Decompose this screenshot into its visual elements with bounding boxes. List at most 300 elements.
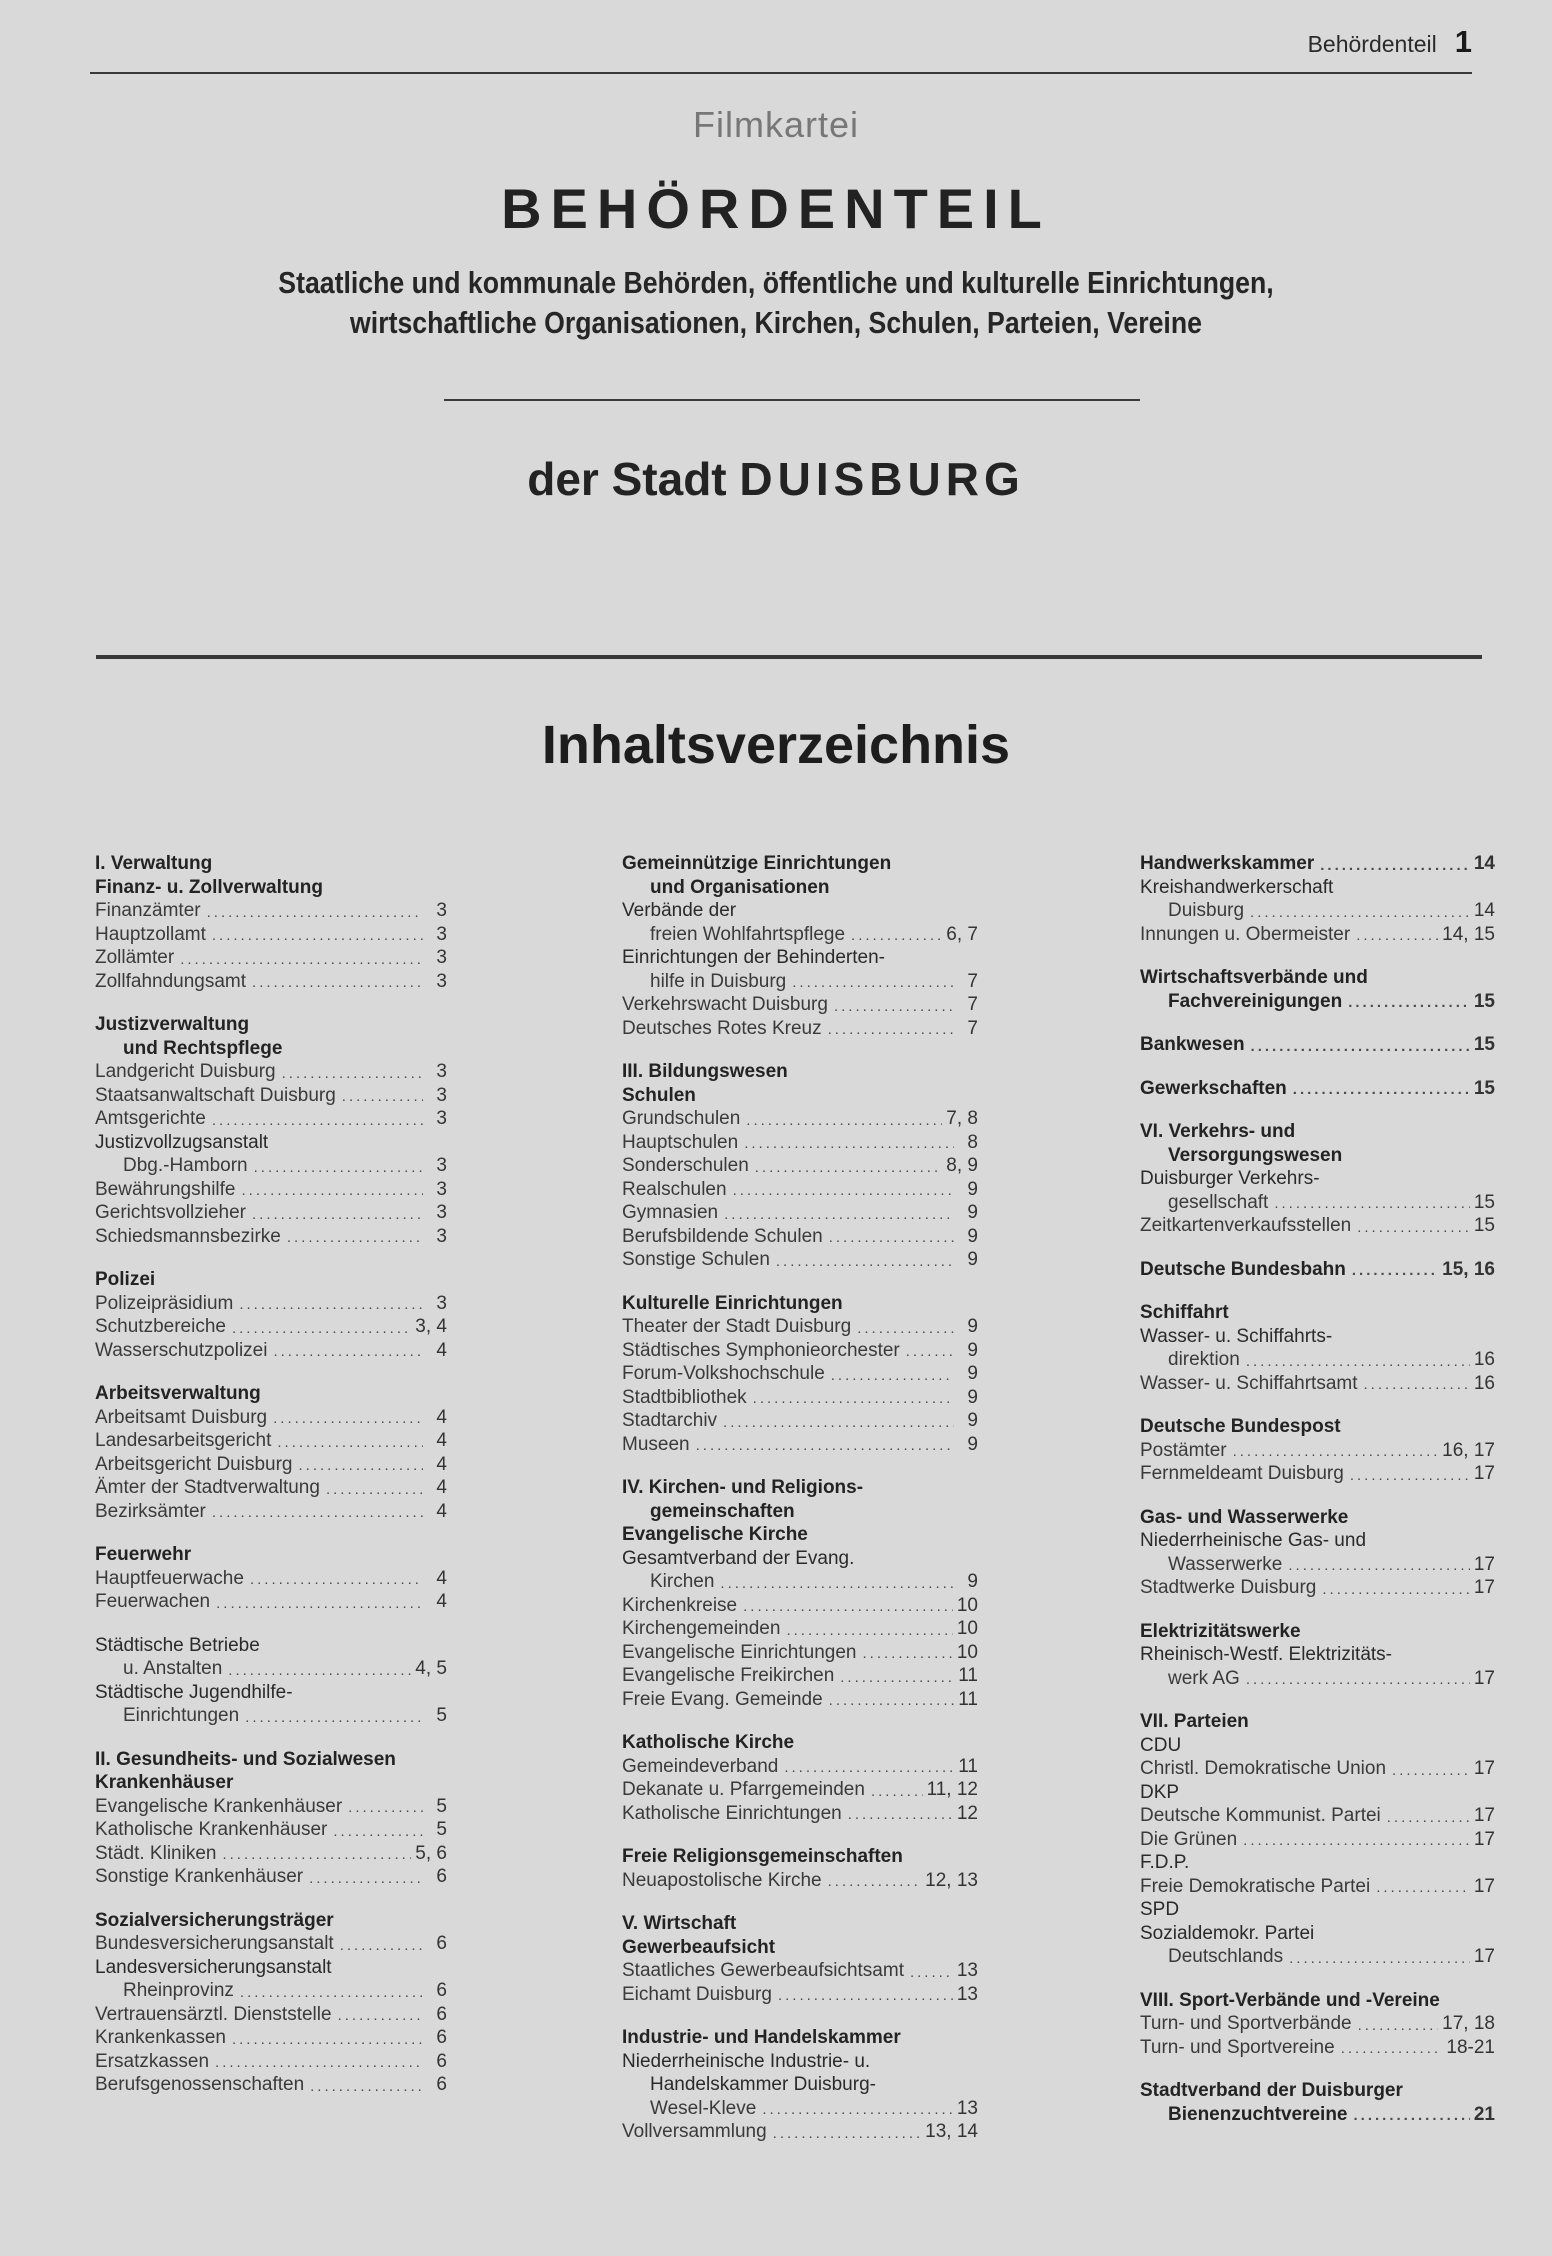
toc-entry-page: 17 xyxy=(1473,1553,1495,1575)
toc-entry-page: 9 xyxy=(967,1316,978,1337)
dot-leader xyxy=(1322,1585,1469,1595)
toc-entry-text: Handelskammer Duisburg- xyxy=(650,2074,876,2095)
dot-leader xyxy=(762,2105,953,2115)
toc-entry xyxy=(1140,1875,1495,1899)
toc-entry-page: 17 xyxy=(1473,1828,1495,1850)
toc-entry-page: 17 xyxy=(1473,1946,1495,1967)
toc-entry-label: Deutsches Rotes Kreuz xyxy=(622,1017,822,1039)
section-heading: III. Bildungswesen xyxy=(622,1061,788,1082)
city-name: DUISBURG xyxy=(739,453,1025,505)
dot-leader xyxy=(1246,1357,1470,1367)
dot-leader xyxy=(720,1579,954,1589)
dot-leader xyxy=(733,1186,954,1196)
section-heading: Arbeitsverwaltung xyxy=(95,1383,261,1404)
toc-entry-page: 3 xyxy=(436,900,447,921)
dot-leader xyxy=(828,1877,922,1887)
section-heading: Krankenhäuser xyxy=(95,1772,234,1793)
dot-leader xyxy=(1350,1471,1470,1481)
dot-leader xyxy=(240,1988,423,1998)
toc-entry-label: Katholische Einrichtungen xyxy=(622,1802,842,1824)
dot-leader xyxy=(342,1092,423,1102)
toc-entry-text: Wasser- u. Schiffahrts- xyxy=(1140,1325,1333,1347)
toc-entry-label: Die Grünen xyxy=(1140,1828,1238,1850)
toc-entry xyxy=(622,1154,978,1178)
toc-entry xyxy=(1140,899,1495,923)
toc-entry-label: Gymnasien xyxy=(622,1202,719,1223)
toc-entry-label: Freie Evang. Gemeinde xyxy=(622,1688,823,1710)
toc-entry xyxy=(622,1778,978,1802)
dot-leader xyxy=(1352,1266,1438,1276)
toc-entry-page: 7, 8 xyxy=(946,1108,978,1129)
toc-entry-label: Schutzbereiche xyxy=(95,1316,226,1337)
toc-entry-page: 15 xyxy=(1473,1191,1495,1213)
dot-leader xyxy=(840,1673,954,1683)
toc-entry-page: 3 xyxy=(436,1061,447,1082)
toc-entry xyxy=(1140,1033,1495,1057)
toc-entry-label: Feuerwachen xyxy=(95,1591,211,1612)
toc-entry-text: CDU xyxy=(1140,1734,1182,1756)
dot-leader xyxy=(743,1602,953,1612)
toc-entry-page: 11 xyxy=(958,1688,978,1710)
toc-entry xyxy=(95,2050,447,2074)
dot-leader xyxy=(277,1438,423,1448)
toc-entry-label: Stadtwerke Duisburg xyxy=(1140,1577,1317,1598)
dot-leader xyxy=(1243,1836,1470,1846)
dot-leader xyxy=(778,1991,953,2001)
toc-entry xyxy=(95,923,447,947)
toc-entry-page: 15 xyxy=(1473,990,1495,1012)
dot-leader xyxy=(241,1186,423,1196)
toc-section xyxy=(1140,1258,1495,1282)
toc-entry-page: 13 xyxy=(956,1960,978,1981)
toc-entry-label: Deutsche Kommunist. Partei xyxy=(1140,1805,1381,1826)
toc-entry-label: Bezirksämter xyxy=(95,1500,206,1522)
toc-entry-page: 17 xyxy=(1473,1758,1495,1779)
toc-entry-page: 5 xyxy=(436,1705,447,1726)
section-heading: Gewerbeaufsicht xyxy=(622,1936,776,1958)
section-heading: Finanz- u. Zollverwaltung xyxy=(95,876,323,898)
toc-entry-label: Zollfahndungsamt xyxy=(95,970,247,992)
toc-entry-page: 10 xyxy=(956,1641,978,1663)
toc-entry xyxy=(95,1339,447,1363)
toc-entry-label: Hauptschulen xyxy=(622,1131,739,1153)
toc-entry xyxy=(95,1201,447,1225)
toc-entry-page: 15, 16 xyxy=(1442,1258,1495,1280)
section-heading: IV. Kirchen- und Religions- xyxy=(622,1477,864,1498)
toc-section xyxy=(95,1634,447,1728)
dot-leader xyxy=(857,1324,954,1334)
toc-entry-page: 17, 18 xyxy=(1442,2013,1495,2034)
toc-entry-page: 17 xyxy=(1473,1667,1495,1689)
toc-entry-text: Sozialdemokr. Partei xyxy=(1140,1922,1315,1944)
dot-leader xyxy=(829,1696,954,1706)
toc-entry xyxy=(95,1084,447,1108)
toc-entry-label: Wasser- u. Schiffahrtsamt xyxy=(1140,1372,1358,1394)
toc-entry-page: 3 xyxy=(436,1202,447,1223)
dot-leader xyxy=(724,1210,954,1220)
section-heading: Evangelische Kirche xyxy=(622,1524,808,1545)
toc-entry-page: 5 xyxy=(436,1795,447,1817)
toc-entry xyxy=(622,1315,978,1339)
toc-entry-label: Staatliches Gewerbeaufsichtsamt xyxy=(622,1960,904,1981)
toc-entry-label: Bankwesen xyxy=(1140,1034,1245,1055)
toc-entry xyxy=(622,1594,978,1618)
toc-entry-page: 8 xyxy=(967,1131,978,1153)
dot-leader xyxy=(254,1163,423,1173)
toc-entry xyxy=(622,1617,978,1641)
toc-entry xyxy=(622,1664,978,1688)
dot-leader xyxy=(273,1414,423,1424)
toc-entry xyxy=(95,1590,447,1614)
toc-entry-text: Landesversicherungsanstalt xyxy=(95,1956,332,1978)
toc-entry-label: Evangelische Freikirchen xyxy=(622,1665,835,1686)
toc-entry-page: 9 xyxy=(967,1225,978,1247)
toc-entry xyxy=(622,1641,978,1665)
toc-entry xyxy=(95,899,447,923)
toc-entry-label: gesellschaft xyxy=(1168,1191,1269,1213)
toc-entry-label: Verkehrswacht Duisburg xyxy=(622,994,828,1015)
toc-entry xyxy=(95,1178,447,1202)
toc-entry-page: 3, 4 xyxy=(415,1316,447,1337)
toc-entry-label: Neuapostolische Kirche xyxy=(622,1869,822,1891)
section-heading: VIII. Sport-Verbände und -Vereine xyxy=(1140,1989,1440,2011)
toc-entry-page: 4 xyxy=(436,1591,447,1612)
toc-entry-page: 18-21 xyxy=(1446,2036,1495,2058)
toc-column-3 xyxy=(1140,852,1495,2126)
dot-leader xyxy=(871,1787,923,1797)
toc-entry-label: Bewährungshilfe xyxy=(95,1178,236,1200)
toc-entry xyxy=(1140,1258,1495,1282)
toc-entry-label: Arbeitsamt Duisburg xyxy=(95,1406,268,1428)
toc-entry-label: Bundesversicherungsanstalt xyxy=(95,1933,334,1954)
toc-entry-label: Dekanate u. Pfarrgemeinden xyxy=(622,1779,865,1800)
toc-entry-page: 16 xyxy=(1473,1349,1495,1370)
dot-leader xyxy=(1246,1675,1470,1685)
toc-entry xyxy=(1140,990,1495,1014)
toc-entry xyxy=(95,1500,447,1524)
toc-section xyxy=(622,1476,978,1711)
toc-entry-text: Verbände der xyxy=(622,900,737,921)
toc-entry xyxy=(95,1429,447,1453)
toc-entry-label: Turn- und Sportverbände xyxy=(1140,2013,1352,2034)
toc-entry xyxy=(1140,1757,1495,1781)
toc-entry-page: 9 xyxy=(967,1571,978,1592)
dot-leader xyxy=(348,1803,423,1813)
toc-entry-page: 10 xyxy=(956,1594,978,1616)
toc-entry-label: Hauptzollamt xyxy=(95,923,206,945)
toc-entry-page: 12, 13 xyxy=(925,1869,978,1891)
section-heading: Wirtschaftsverbände und xyxy=(1140,967,1368,988)
city-heading xyxy=(0,452,1552,506)
dot-leader xyxy=(232,2035,423,2045)
toc-entry xyxy=(622,1178,978,1202)
toc-column-1 xyxy=(95,852,447,2097)
section-heading: und Rechtspflege xyxy=(123,1037,283,1059)
toc-entry-page: 4 xyxy=(436,1500,447,1522)
toc-entry xyxy=(622,1339,978,1363)
toc-entry-page: 14, 15 xyxy=(1442,923,1495,945)
toc-entry-text: Niederrheinische Gas- und xyxy=(1140,1530,1367,1551)
toc-entry-label: Polizeipräsidium xyxy=(95,1292,234,1314)
toc-entry xyxy=(95,1657,447,1681)
section-heading: Gas- und Wasserwerke xyxy=(1140,1506,1349,1528)
toc-section xyxy=(1140,1710,1495,1969)
dot-leader xyxy=(252,978,423,988)
toc-entry-page: 16 xyxy=(1473,1372,1495,1394)
toc-entry xyxy=(1140,1462,1495,1486)
section-heading: Justizverwaltung xyxy=(95,1014,250,1035)
toc-entry xyxy=(95,2003,447,2027)
toc-section xyxy=(95,1909,447,2097)
toc-entry xyxy=(622,1959,978,1983)
toc-entry-label: Arbeitsgericht Duisburg xyxy=(95,1453,293,1475)
toc-section xyxy=(1140,1415,1495,1486)
toc-entry-page: 3 xyxy=(436,1155,447,1176)
toc-entry-label: Wesel-Kleve xyxy=(650,2097,757,2119)
toc-entry-label: Dbg.-Hamborn xyxy=(123,1155,248,1176)
toc-entry-text: SPD xyxy=(1140,1899,1180,1920)
dot-leader xyxy=(222,1850,411,1860)
toc-entry-label: Berufsbildende Schulen xyxy=(622,1225,823,1247)
toc-entry-label: Museen xyxy=(622,1433,690,1455)
dot-leader xyxy=(1364,1380,1470,1390)
toc-entry-label: Gemeindeverband xyxy=(622,1755,779,1777)
dot-leader xyxy=(1357,1223,1470,1233)
dot-leader xyxy=(216,1599,423,1609)
toc-entry xyxy=(622,1362,978,1386)
toc-entry-label: freien Wohlfahrtspflege xyxy=(650,923,846,945)
dot-leader xyxy=(910,1968,953,1978)
toc-entry-label: Sonderschulen xyxy=(622,1155,749,1176)
toc-section xyxy=(1140,966,1495,1013)
toc-section xyxy=(1140,1301,1495,1395)
dot-leader xyxy=(696,1441,954,1451)
toc-entry-label: Gerichtsvollzieher xyxy=(95,1202,246,1223)
toc-entry-label: Christl. Demokratische Union xyxy=(1140,1758,1387,1779)
toc-entry-label: Turn- und Sportvereine xyxy=(1140,2036,1335,2058)
dot-leader xyxy=(863,1649,953,1659)
toc-entry-label: Städtisches Symphonieorchester xyxy=(622,1339,900,1361)
toc-entry-label: Fachvereinigungen xyxy=(1168,990,1343,1012)
toc-entry-page: 11 xyxy=(958,1755,978,1777)
dot-leader xyxy=(1233,1447,1439,1457)
dot-leader xyxy=(180,955,423,965)
toc-entry-label: Städt. Kliniken xyxy=(95,1842,217,1864)
toc-entry xyxy=(95,1154,447,1178)
toc-entry-page: 3 xyxy=(436,970,447,992)
toc-entry xyxy=(95,1567,447,1591)
dot-leader xyxy=(828,1025,954,1035)
dot-leader xyxy=(1250,908,1470,918)
dot-leader xyxy=(776,1257,954,1267)
dot-leader xyxy=(746,1116,942,1126)
toc-entry-label: Finanzämter xyxy=(95,900,201,921)
section-heading: gemeinschaften xyxy=(650,1500,795,1522)
dot-leader xyxy=(1274,1199,1470,1209)
toc-entry-page: 15 xyxy=(1473,1215,1495,1236)
toc-entry xyxy=(1140,1348,1495,1372)
toc-entry xyxy=(95,946,447,970)
toc-entry-label: Schiedsmannsbezirke xyxy=(95,1225,281,1247)
running-header-label: Behördenteil xyxy=(1307,31,1437,57)
dot-leader xyxy=(1348,998,1470,1008)
toc-entry-page: 11 xyxy=(958,1665,978,1686)
toc-section xyxy=(1140,1506,1495,1600)
toc-entry-page: 13 xyxy=(956,2097,978,2119)
toc-entry-label: Fernmeldeamt Duisburg xyxy=(1140,1463,1344,1484)
toc-entry-label: Wasserwerke xyxy=(1168,1553,1283,1575)
toc-entry-label: Rheinprovinz xyxy=(123,1980,234,2001)
toc-entry-label: Postämter xyxy=(1140,1439,1227,1461)
toc-entry-label: Zeitkartenverkaufsstellen xyxy=(1140,1215,1352,1236)
toc-entry-label: Landesarbeitsgericht xyxy=(95,1430,272,1451)
toc-entry-label: Landgericht Duisburg xyxy=(95,1061,276,1082)
toc-section xyxy=(95,1268,447,1362)
dot-leader xyxy=(252,1210,423,1220)
toc-entry xyxy=(1140,1667,1495,1691)
toc-entry-page: 4 xyxy=(436,1339,447,1361)
toc-entry-page: 6, 7 xyxy=(946,923,978,945)
dot-leader xyxy=(786,1626,952,1636)
subtitle xyxy=(109,263,1444,343)
dot-leader xyxy=(326,1485,423,1495)
toc-entry xyxy=(622,1225,978,1249)
dot-leader xyxy=(829,1233,954,1243)
toc-entry-page: 9 xyxy=(967,1363,978,1384)
section-heading: I. Verwaltung xyxy=(95,853,213,874)
toc-entry-page: 8, 9 xyxy=(946,1155,978,1176)
toc-entry xyxy=(622,2120,978,2144)
toc-entry-page: 6 xyxy=(436,2027,447,2048)
toc-entry-label: Katholische Krankenhäuser xyxy=(95,1819,328,1840)
section-heading: V. Wirtschaft xyxy=(622,1913,737,1934)
toc-entry-page: 7 xyxy=(967,1017,978,1039)
toc-entry-page: 9 xyxy=(967,1386,978,1408)
section-heading: Freie Religionsgemeinschaften xyxy=(622,1846,903,1867)
toc-section xyxy=(95,1748,447,1889)
section-heading: Stadtverband der Duisburger xyxy=(1140,2080,1403,2101)
toc-entry xyxy=(1140,2036,1495,2060)
toc-entry xyxy=(622,923,978,947)
toc-section xyxy=(95,1543,447,1614)
toc-entry xyxy=(95,2073,447,2097)
toc-entry-page: 3 xyxy=(436,1225,447,1247)
toc-entry xyxy=(95,1292,447,1316)
toc-entry-page: 17 xyxy=(1473,1805,1495,1826)
dot-leader xyxy=(273,1347,423,1357)
toc-entry-page: 17 xyxy=(1473,1875,1495,1897)
toc-entry-page: 4 xyxy=(436,1406,447,1428)
toc-entry-label: Evangelische Krankenhäuser xyxy=(95,1795,343,1817)
toc-entry-label: Stadtarchiv xyxy=(622,1410,718,1431)
toc-title: Inhaltsverzeichnis xyxy=(541,715,1011,775)
toc-entry xyxy=(1140,1439,1495,1463)
toc-entry-page: 10 xyxy=(956,1618,978,1639)
toc-entry-label: Berufsgenossenschaften xyxy=(95,2074,305,2095)
toc-section xyxy=(1140,1620,1495,1691)
toc-entry xyxy=(1140,1553,1495,1577)
toc-entry xyxy=(622,1107,978,1131)
toc-entry-text: Gesamtverband der Evang. xyxy=(622,1547,855,1569)
toc-entry xyxy=(622,1201,978,1225)
toc-entry xyxy=(1140,2012,1495,2036)
toc-entry-page: 15 xyxy=(1473,1034,1495,1055)
section-heading: Deutsche Bundespost xyxy=(1140,1416,1341,1437)
toc-entry-label: Stadtbibliothek xyxy=(622,1386,747,1408)
toc-entry-text: Justizvollzugsanstalt xyxy=(95,1131,269,1153)
toc-entry-label: u. Anstalten xyxy=(123,1658,223,1679)
toc-entry-label: Sonstige Krankenhäuser xyxy=(95,1866,304,1887)
toc-section xyxy=(622,1060,978,1272)
section-heading: Katholische Kirche xyxy=(622,1732,795,1753)
toc-entry-page: 14 xyxy=(1473,900,1495,921)
section-heading: Gemeinnützige Einrichtungen xyxy=(622,853,892,874)
dot-leader xyxy=(1387,1813,1470,1823)
toc-entry xyxy=(95,1406,447,1430)
dot-leader xyxy=(287,1233,423,1243)
dot-leader xyxy=(282,1069,423,1079)
toc-section xyxy=(1140,1989,1495,2060)
toc-entry xyxy=(95,1060,447,1084)
toc-section xyxy=(1140,852,1495,946)
subtitle-line-2: wirtschaftliche Organisationen, Kirchen, Schulen, Parteien, Vereine xyxy=(350,305,1202,340)
toc-entry xyxy=(622,1433,978,1457)
toc-section xyxy=(622,1912,978,2006)
toc-entry xyxy=(622,993,978,1017)
toc-entry-page: 16, 17 xyxy=(1442,1439,1495,1461)
toc-entry-page: 3 xyxy=(436,947,447,968)
toc-entry xyxy=(95,1225,447,1249)
toc-entry-page: 4 xyxy=(436,1477,447,1498)
toc-entry-label: Deutschlands xyxy=(1168,1946,1284,1967)
toc-entry-label: Ämter der Stadtverwaltung xyxy=(95,1477,320,1498)
toc-entry-label: Staatsanwaltschaft Duisburg xyxy=(95,1084,336,1106)
dot-leader xyxy=(215,2058,423,2068)
dot-leader xyxy=(333,1827,423,1837)
section-heading: VII. Parteien xyxy=(1140,1711,1249,1732)
toc-entry xyxy=(622,1869,978,1893)
toc-entry xyxy=(95,1315,447,1339)
dot-leader xyxy=(851,931,942,941)
toc-entry-page: 3 xyxy=(436,1108,447,1129)
toc-entry-page: 9 xyxy=(967,1410,978,1431)
section-heading: Polizei xyxy=(95,1269,156,1290)
toc-entry-label: Kirchenkreise xyxy=(622,1594,738,1616)
toc-entry-page: 3 xyxy=(436,1084,447,1106)
toc-entry-page: 9 xyxy=(967,1202,978,1223)
toc-section xyxy=(1140,1033,1495,1057)
dot-leader xyxy=(340,1941,423,1951)
dot-leader xyxy=(1354,2111,1470,2121)
toc-entry-page: 3 xyxy=(436,923,447,945)
dot-leader xyxy=(310,2082,423,2092)
toc-entry xyxy=(1140,1945,1495,1969)
toc-entry-label: Freie Demokratische Partei xyxy=(1140,1875,1371,1897)
toc-entry-page: 6 xyxy=(436,2003,447,2025)
dot-leader xyxy=(753,1394,954,1404)
page-header xyxy=(1308,24,1472,64)
toc-entry-page: 14 xyxy=(1473,853,1495,874)
section-heading: VI. Verkehrs- und xyxy=(1140,1121,1296,1142)
toc-entry xyxy=(95,1979,447,2003)
toc-entry-page: 4 xyxy=(436,1430,447,1451)
toc-entry xyxy=(622,1802,978,1826)
toc-entry-text: Kreishandwerkerschaft xyxy=(1140,876,1334,898)
toc-entry-page: 4 xyxy=(436,1453,447,1475)
toc-section xyxy=(1140,2079,1495,2126)
toc-entry-label: Kirchen xyxy=(650,1571,715,1592)
toc-entry-label: Eichamt Duisburg xyxy=(622,1983,772,2005)
